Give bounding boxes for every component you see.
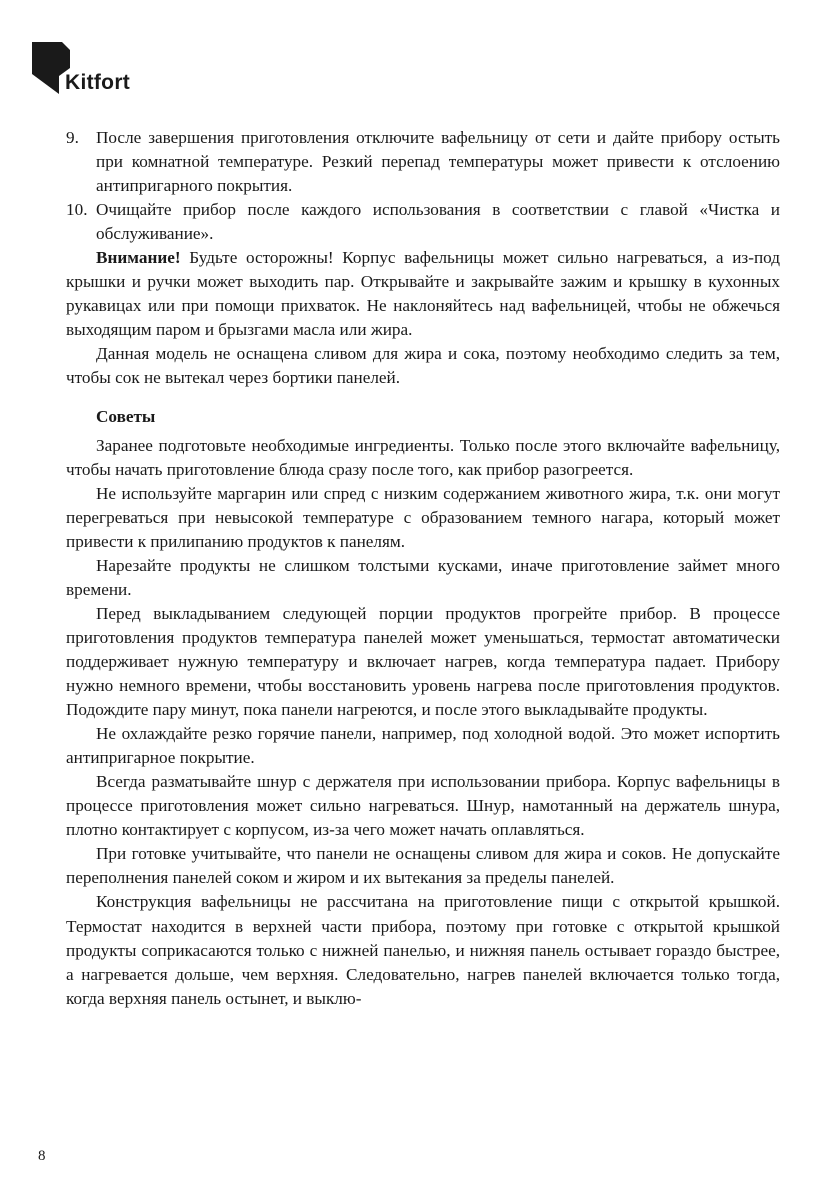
note-paragraph: Данная модель не оснащена сливом для жира и сока, поэтому необходимо следить за тем, чтобы сок не вытекал через бортики панелей. <box>66 344 780 388</box>
brand-name: Kitfort <box>65 71 131 94</box>
tips-paragraph: Не используйте маргарин или спред с низким содержанием животного жира, т.к. они могут перегреваться при невысокой температуре с образованием темного нагара, который может привести к прилипанию продуктов к панелям. <box>66 483 780 551</box>
list-item-number: 10. <box>66 200 88 220</box>
warning-paragraph <box>66 246 780 342</box>
tips-paragraph: При готовке учитывайте, что панели не оснащены сливом для жира и соков. Не допускайте переполнения панелей соком и жиром и их вытекания за пределы панелей. <box>66 844 780 888</box>
list-item <box>66 126 780 198</box>
list-item-text: Очищайте прибор после каждого использования в соответствии с главой «Чистка и обслуживание». <box>96 200 780 244</box>
warning-label: Внимание! <box>96 248 181 268</box>
tips-paragraph: Заранее подготовьте необходимые ингредиенты. Только после этого включайте вафельницу, чтобы начать приготовление блюда сразу после того, как прибор разогреется. <box>66 435 780 479</box>
tips-heading: Советы <box>96 406 156 426</box>
page-number: 8 <box>38 1148 46 1164</box>
warning-text: Будьте осторожны! Корпус вафельницы может сильно нагреваться, а из-под крышки и ручки может выходить пар. Открывайте и закрывайте зажим и крышку в кухонных рукавицах или при помощи прихваток. Не наклоняйтесь над вафельницей, чтобы не обжечься выходящим паром и брызгами масла или жира. <box>66 248 780 340</box>
list-item <box>66 198 780 246</box>
kitfort-logo <box>32 42 142 98</box>
tips-paragraph: Нарезайте продукты не слишком толстыми кусками, иначе приготовление займет много времени. <box>66 555 780 599</box>
tips-paragraph: Всегда разматывайте шнур с держателя при использовании прибора. Корпус вафельницы в процессе приготовления может сильно нагреваться. Шнур, намотанный на держатель шнура, плотно контактирует с корпусом, из-за чего может начать оплавляться. <box>66 772 780 840</box>
list-item-text: После завершения приготовления отключите вафельницу от сети и дайте прибору остыть при комнатной температуре. Резкий перепад температуры может привести к отслоению антипригарного покрытия. <box>96 128 780 196</box>
list-item-number: 9. <box>66 128 79 147</box>
page-content <box>66 126 780 1011</box>
tips-paragraph: Конструкция вафельницы не рассчитана на приготовление пищи с открытой крышкой. Термостат находится в верхней части прибора, поэтому при готовке с открытой крышкой продукты соприкасаются только с нижней панелью, и нижняя панель остывает гораздо быстрее, а нагревается дольше, чем верхняя. Следовательно, нагрев панелей включается только тогда, когда верхняя панель остынет, и выклю- <box>66 892 780 1008</box>
tips-paragraph: Не охлаждайте резко горячие панели, например, под холодной водой. Это может испортить антипригарное покрытие. <box>66 724 780 768</box>
tips-paragraph: Перед выкладыванием следующей порции продуктов прогрейте прибор. В процессе приготовления продуктов температура панелей может уменьшаться, термостат автоматически поддерживает нужную температуру и включает нагрев, когда температура падает. Прибору нужно немного времени, чтобы восстановить уровень нагрева после приготовления продуктов. Подождите пару минут, пока панели нагреются, и после этого выкладывайте продукты. <box>66 603 780 720</box>
